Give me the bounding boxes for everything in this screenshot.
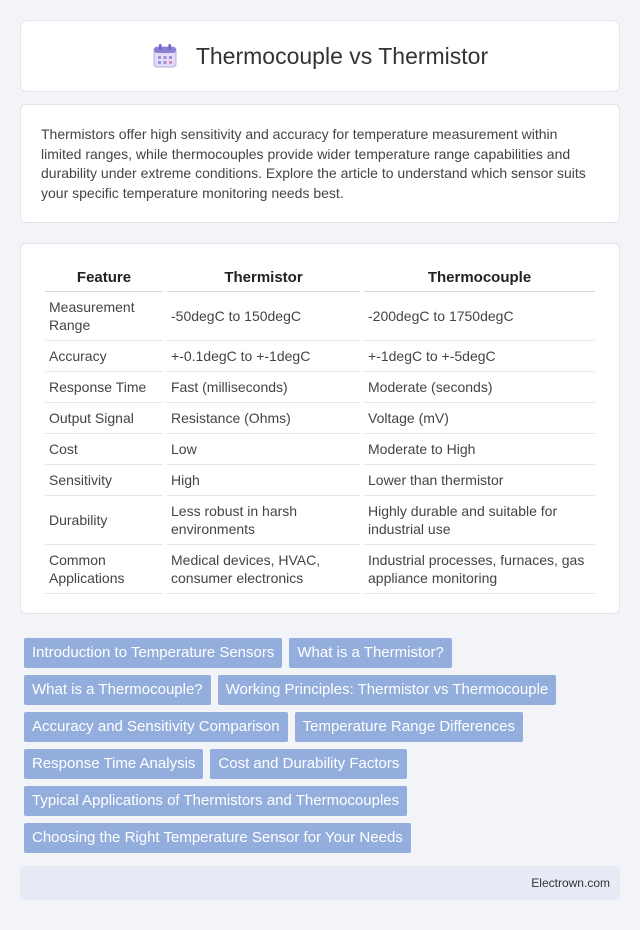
row-feature: Sensitivity [45, 465, 163, 496]
row-thermistor: Medical devices, HVAC, consumer electronics [167, 545, 360, 594]
row-thermocouple: Highly durable and suitable for industrial use [364, 496, 595, 545]
tag-row [24, 786, 624, 816]
row-feature: Cost [45, 434, 163, 465]
row-thermocouple: Moderate to High [364, 434, 595, 465]
intro-text: Thermistors offer high sensitivity and accuracy for temperature measurement within limited ranges, while thermocouples provide wider temperature range capabilities and durability under extreme conditions. Explore the article to understand which sensor suits your specific temperature monitoring needs best. [41, 126, 586, 201]
title-card [20, 20, 620, 92]
row-thermistor: Resistance (Ohms) [167, 403, 360, 434]
tag-working-principles[interactable]: Working Principles: Thermistor vs Thermocouple [218, 675, 557, 705]
tag-accuracy-and-sensitivity[interactable]: Accuracy and Sensitivity Comparison [24, 712, 288, 742]
header-thermocouple: Thermocouple [364, 264, 595, 292]
header-thermistor: Thermistor [167, 264, 360, 292]
row-thermocouple: Lower than thermistor [364, 465, 595, 496]
comparison-table-card [20, 243, 620, 614]
intro-card [20, 104, 620, 223]
row-feature: Common Applications [45, 545, 163, 594]
row-feature: Response Time [45, 372, 163, 403]
row-thermistor: +-0.1degC to +-1degC [167, 341, 360, 372]
table-header-row [45, 264, 595, 292]
tag-introduction-to-temperature-sensors[interactable]: Introduction to Temperature Sensors [24, 638, 282, 668]
table-row [45, 341, 595, 372]
tag-row [24, 675, 624, 705]
table-row [45, 496, 595, 545]
row-thermocouple: Industrial processes, furnaces, gas appliance monitoring [364, 545, 595, 594]
header-feature: Feature [45, 264, 163, 292]
table-row [45, 372, 595, 403]
tag-row [24, 749, 624, 779]
row-thermistor: -50degC to 150degC [167, 292, 360, 341]
tag-cost-and-durability[interactable]: Cost and Durability Factors [210, 749, 407, 779]
row-thermocouple: Voltage (mV) [364, 403, 595, 434]
table-row [45, 465, 595, 496]
table-row [45, 545, 595, 594]
tag-choosing-the-right-sensor[interactable]: Choosing the Right Temperature Sensor for Your Needs [24, 823, 411, 853]
row-thermistor: Less robust in harsh environments [167, 496, 360, 545]
row-thermocouple: -200degC to 1750degC [364, 292, 595, 341]
row-feature: Durability [45, 496, 163, 545]
tag-typical-applications[interactable]: Typical Applications of Thermistors and Thermocouples [24, 786, 407, 816]
table-row [45, 403, 595, 434]
row-thermistor: High [167, 465, 360, 496]
row-feature: Measurement Range [45, 292, 163, 341]
tag-row [24, 638, 624, 668]
row-feature: Accuracy [45, 341, 163, 372]
tag-row [24, 823, 624, 853]
tag-row [24, 712, 624, 742]
table-row [45, 292, 595, 341]
row-thermocouple: +-1degC to +-5degC [364, 341, 595, 372]
tag-temperature-range-differences[interactable]: Temperature Range Differences [295, 712, 523, 742]
row-thermistor: Fast (milliseconds) [167, 372, 360, 403]
table-row [45, 434, 595, 465]
page-title: Thermocouple vs Thermistor [195, 42, 489, 69]
tag-what-is-a-thermocouple[interactable]: What is a Thermocouple? [24, 675, 211, 705]
comparison-table [41, 264, 599, 594]
row-thermistor: Low [167, 434, 360, 465]
tag-what-is-a-thermistor[interactable]: What is a Thermistor? [289, 638, 451, 668]
footer-site-link[interactable]: Electrown.com [531, 876, 610, 890]
topic-tags [24, 638, 624, 860]
calendar-icon [152, 43, 178, 69]
row-feature: Output Signal [45, 403, 163, 434]
tag-response-time-analysis[interactable]: Response Time Analysis [24, 749, 203, 779]
row-thermocouple: Moderate (seconds) [364, 372, 595, 403]
footer [20, 866, 620, 900]
